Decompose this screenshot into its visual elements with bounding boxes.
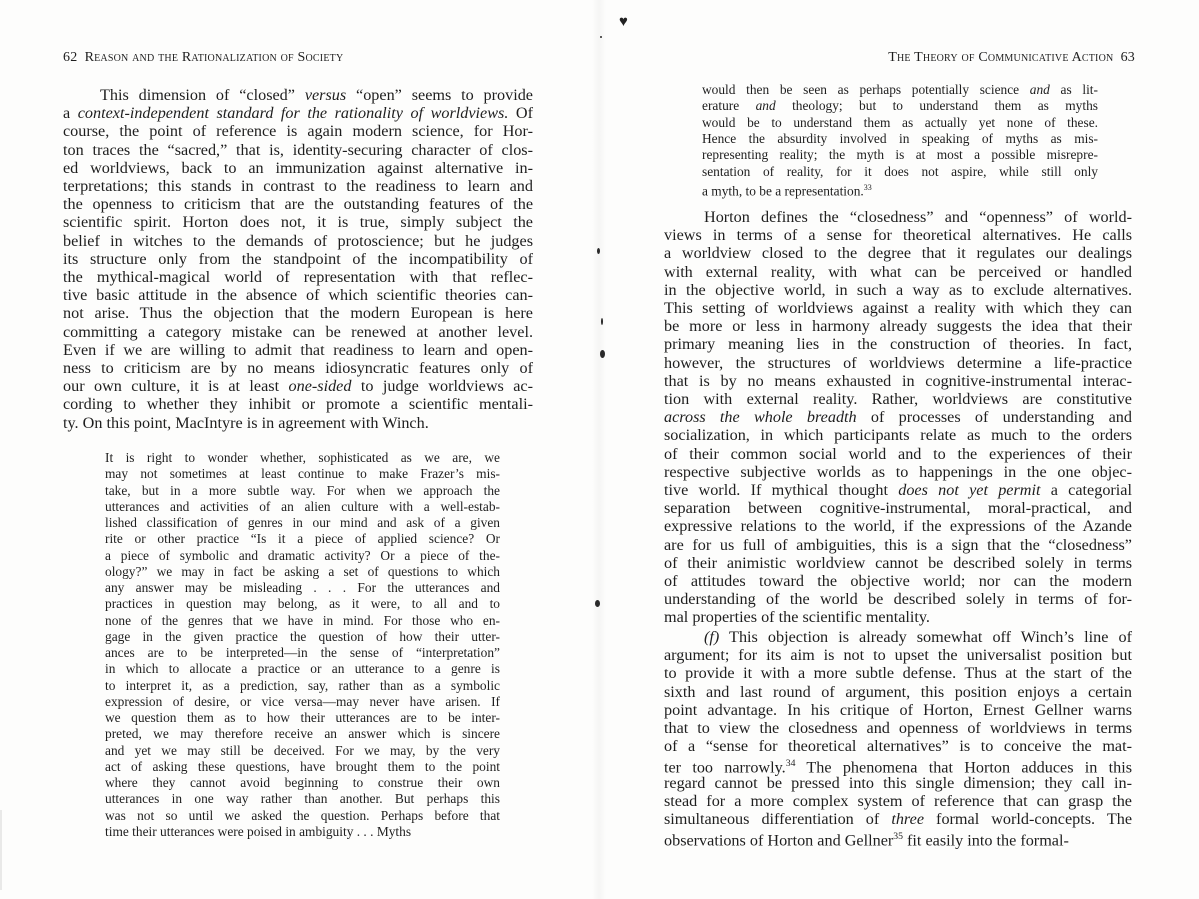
- text-line: we question them as to how their utterances are to be inter-: [105, 710, 500, 725]
- right-running-title: The Theory of Communicative Action: [888, 50, 1114, 65]
- text-line: tion with external reality. Rather, worldviews are constitutive: [664, 390, 1132, 408]
- text-line: erature and theology; but to understand them as myths: [702, 98, 1099, 114]
- text-line: be more or less in harmony already suggests the idea that their: [664, 317, 1132, 336]
- text-line: was not so until we asked the question. Perhaps before that: [105, 807, 500, 823]
- left-page-number: 62: [63, 50, 78, 65]
- text-line: where they cannot avoid beginning to construe their own: [105, 775, 500, 790]
- text-line: time their utterances were poised in ambiguity . . . Myths: [105, 823, 412, 839]
- text-line: sentation of reality, for it does not aspire, while still only: [702, 163, 1098, 179]
- text-line: argument; for its aim is not to upset the universalist position but: [664, 646, 1132, 665]
- text-line: sixth and last round of argument, this position enjoys a certain: [664, 682, 1132, 701]
- text-line: to provide it with a more subtle defense. Thus at the start of the: [664, 664, 1132, 683]
- text-line: ances are to be interpreted—in the sense of “interpretation”: [105, 645, 500, 660]
- text-line: of their common social world and to the experiences of their: [664, 444, 1132, 463]
- text-line: that is by no means exhausted in cognitive-instrumental interac-: [664, 371, 1132, 390]
- text-line: simultaneous differentiation of three formal world-concepts. The: [664, 810, 1132, 828]
- text-line: Hence the absurdity involved in speaking of myths as mis-: [702, 130, 1098, 146]
- text-line: ology?” we may in fact be asking a set of questions to which: [105, 563, 500, 579]
- text-line: utterances and activities of an alien culture with a well-estab-: [105, 498, 500, 514]
- text-line: ness to criticism are by no means idiosyncratic features only of: [63, 359, 533, 377]
- text-line: may not sometimes at least continue to make Frazer’s mis-: [105, 466, 500, 482]
- text-line: observations of Horton and Gellner$^{35}$ fit easily into the formal-: [664, 831, 1069, 850]
- text-line: lished classification of genres in our mind and ask of a given: [105, 515, 500, 530]
- text-line: views in terms of a sense for theoretical alternatives. He calls: [664, 226, 1132, 245]
- text-line: none of the genres that we have in mind. For those who en-: [105, 612, 500, 628]
- text-line: any answer may be misleading . . . For the utterances and: [105, 580, 500, 595]
- text-line: committing a category mistake can be renewed at another level.: [63, 322, 533, 341]
- text-line: gage in the given practice the question of how their utter-: [105, 628, 500, 644]
- text-line: are for us full of ambiguities, this is a sign that the “closedness”: [664, 535, 1132, 554]
- text-line: mal properties of the scientific mentality.: [664, 608, 930, 627]
- text-line: tive basic attitude in the absence of which scientific theories can-: [63, 286, 533, 305]
- text-line: point advantage. In his critique of Horton, Ernest Gellner warns: [664, 700, 1132, 719]
- text-line: the mythical-magical world of representation with that reflec-: [63, 268, 533, 286]
- text-line: not arise. Thus the objection that the modern European is here: [63, 304, 533, 323]
- text-line: our own culture, it is at least one-sided to judge worldviews ac-: [63, 377, 533, 396]
- text-line: utterances in one way rather than another. But perhaps this: [105, 791, 500, 807]
- text-line: scientific spirit. Horton does not, it is true, simply subject the: [63, 213, 533, 232]
- text-line: cording to whether they inhibit or promote a scientific mentali-: [63, 395, 533, 414]
- text-line: take, but in a more subtle way. For when we approach the: [105, 482, 500, 498]
- text-line: to interpret it, as a prediction, say, rather than as a symbolic: [105, 677, 500, 693]
- text-line: a myth, to be a representation.$^{33}$: [702, 182, 872, 199]
- text-line: separation between cognitive-instrumental, moral-practical, and: [664, 499, 1132, 518]
- text-line: of their animistic worldview cannot be described solely in terms: [664, 553, 1132, 572]
- text-line: of a “sense for theoretical alternatives” is to conceive the mat-: [664, 737, 1132, 756]
- text-line: ed worldviews, back to an immunization against alternative in-: [63, 158, 533, 177]
- text-line: practices in question may belong, as it were, to all and to: [105, 596, 500, 612]
- text-line: that to view the closedness and openness of worldviews in terms: [664, 719, 1132, 737]
- text-line: the openness to criticism that are the outstanding features of the: [63, 195, 533, 214]
- text-line: representing reality; the myth is at most a possible misrepre-: [702, 147, 1098, 163]
- text-line: socialization, in which participants relate as much to the orders: [664, 426, 1132, 445]
- text-line: regard cannot be pressed into this single dimension; they call in-: [664, 773, 1132, 792]
- text-line: across the whole breadth of processes of understanding and: [664, 408, 1132, 427]
- text-line: a worldview closed to the degree that it regulates our dealings: [664, 244, 1132, 263]
- text-line: This setting of worldviews against a reality with which they can: [664, 299, 1132, 317]
- scan-mark: ♥: [619, 14, 628, 30]
- text-line: preted, we may therefore receive an answer which is sincere: [105, 726, 500, 742]
- text-line: primary meaning lies in the construction of theories. In fact,: [664, 335, 1132, 354]
- text-line: a piece of symbolic and dramatic activity? Or a piece of the-: [105, 547, 500, 563]
- text-line: terpretations; this stands in contrast to the readiness to learn and: [63, 177, 533, 195]
- text-line: Even if we are willing to admit that readiness to learn and open-: [63, 340, 533, 359]
- text-line: act of asking these questions, have brought them to the point: [105, 758, 500, 774]
- text-line: This dimension of “closed” versus “open” seems to provide: [100, 86, 533, 104]
- text-line: understanding of the world be described solely in terms of for-: [664, 590, 1132, 609]
- left-running-title: Reason and the Rationalization of Society: [84, 50, 344, 65]
- text-line: would then be seen as perhaps potentially science and as lit-: [702, 82, 1098, 97]
- text-line: belief in witches to the demands of protoscience; but he judges: [63, 231, 533, 250]
- text-line: Horton defines the “closedness” and “openness” of world-: [704, 208, 1132, 226]
- text-line: ty. On this point, MacIntyre is in agreement with Winch.: [63, 413, 429, 432]
- text-line: in the objective world, in such a way as to exclude alternatives.: [664, 280, 1132, 299]
- text-line: and yet we may still be deceived. For we may, by the very: [105, 742, 500, 758]
- text-line: course, the point of reference is again modern science, for Hor-: [63, 122, 533, 141]
- text-line: (f) This objection is already somewhat off Winch’s line of: [704, 628, 1132, 646]
- text-line: ter too narrowly.$^{34}$ The phenomena that Horton adduces in this: [664, 758, 1132, 777]
- text-line: however, the structures of worldviews determine a life-practice: [664, 353, 1132, 372]
- text-line: a context-independent standard for the rationality of worldviews. Of: [63, 104, 533, 123]
- text-line: stead for a more complex system of reference that can grasp the: [664, 791, 1132, 810]
- text-line: tive world. If mythical thought does not yet permit a categorial: [664, 481, 1132, 499]
- left-running-head: [63, 49, 343, 66]
- text-line: rite or other practice “Is it a piece of applied science? Or: [105, 531, 500, 547]
- text-line: in which to allocate a practice or an utterance to a genre is: [105, 661, 500, 677]
- text-line: expression of desire, or vice versa—may never have arisen. If: [105, 693, 500, 709]
- right-running-head: [888, 49, 1135, 66]
- text-line: its structure only from the standpoint of the incompatibility of: [63, 249, 533, 268]
- text-line: of attitudes toward the objective world; nor can the modern: [664, 572, 1132, 590]
- text-line: It is right to wonder whether, sophisticated as we are, we: [105, 450, 500, 465]
- text-line: with external reality, with what can be perceived or handled: [664, 262, 1132, 281]
- text-line: expressive relations to the world, if the expressions of the Azande: [664, 517, 1132, 536]
- text-line: ton traces the “sacred,” that is, identity-securing character of clos-: [63, 140, 533, 159]
- right-page-number: 63: [1120, 50, 1135, 65]
- text-line: would be to understand them as actually yet none of these.: [702, 114, 1098, 130]
- text-line: respective subjective worlds as to happenings in the one objec-: [664, 462, 1132, 481]
